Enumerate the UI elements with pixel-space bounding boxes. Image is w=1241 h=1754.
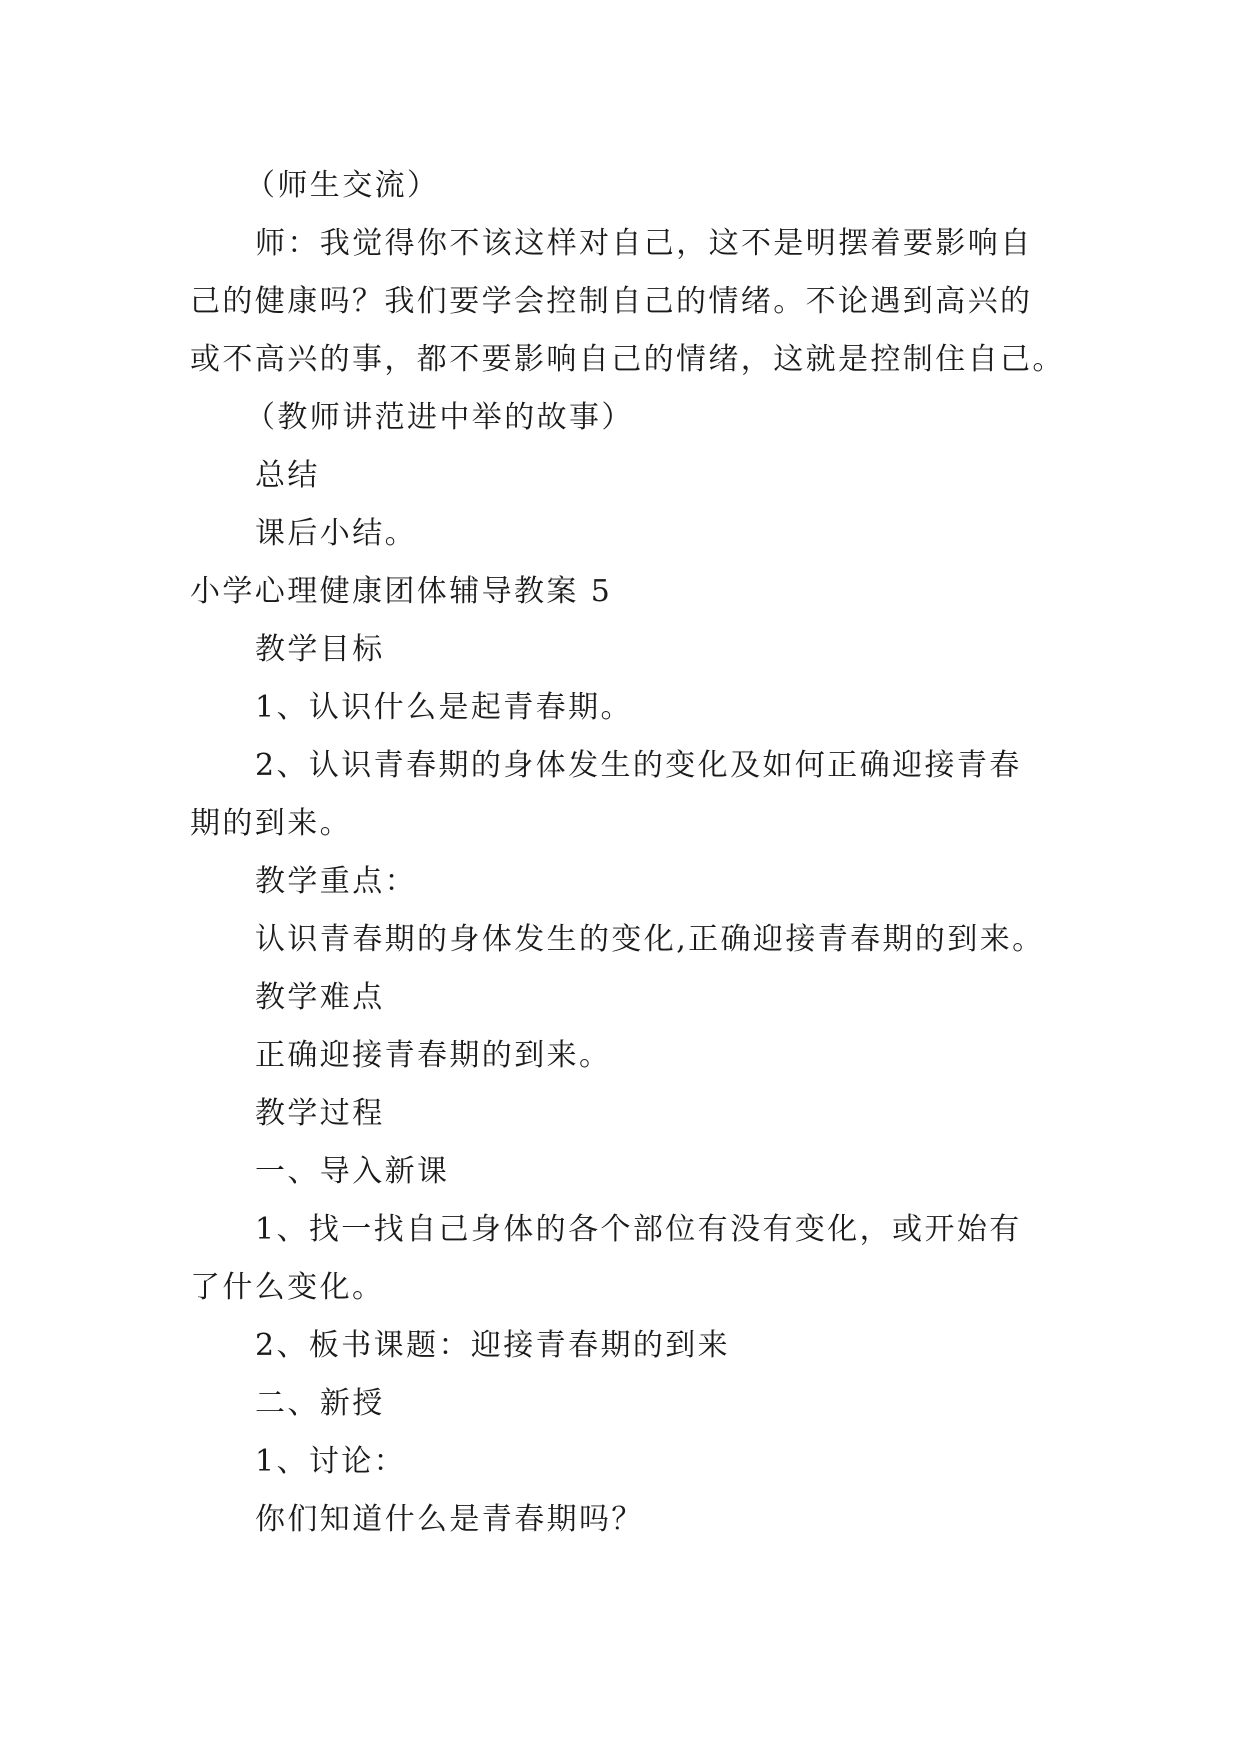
paragraph-line: 教学目标 xyxy=(255,632,385,667)
paragraph-line: 你们知道什么是青春期吗？ xyxy=(255,1502,644,1537)
paragraph-line: 教学难点 xyxy=(255,980,385,1015)
section-heading: 小学心理健康团体辅导教案 5 xyxy=(190,574,613,609)
paragraph-line: 1、认识什么是起青春期。 xyxy=(255,690,633,725)
paragraph-line: 正确迎接青春期的到来。 xyxy=(255,1038,612,1073)
paragraph-line: 期的到来。 xyxy=(190,806,352,841)
paragraph-line: 1、找一找自己身体的各个部位有没有变化，或开始有 xyxy=(255,1212,1022,1247)
paragraph-line: 总结 xyxy=(255,458,320,493)
paragraph-line: 教学过程 xyxy=(255,1096,385,1131)
paragraph-line: （教师讲范进中举的故事） xyxy=(245,400,634,435)
paragraph-line: 2、板书课题：迎接青春期的到来 xyxy=(255,1328,731,1363)
paragraph-line: 师：我觉得你不该这样对自己，这不是明摆着要影响自 xyxy=(255,226,1033,261)
paragraph-line: 认识青春期的身体发生的变化,正确迎接青春期的到来。 xyxy=(255,922,1045,957)
paragraph-line: 己的健康吗？我们要学会控制自己的情绪。不论遇到高兴的 xyxy=(190,284,1033,319)
paragraph-line: 或不高兴的事，都不要影响自己的情绪，这就是控制住自己。 xyxy=(190,342,1065,377)
paragraph-line: 一、导入新课 xyxy=(255,1154,450,1189)
paragraph-line: 课后小结。 xyxy=(255,516,417,551)
paragraph-line: 1、讨论： xyxy=(255,1444,407,1479)
paragraph-line: 教学重点： xyxy=(255,864,417,899)
paragraph-line: 2、认识青春期的身体发生的变化及如何正确迎接青春 xyxy=(255,748,1022,783)
paragraph-line: （师生交流） xyxy=(245,168,440,203)
paragraph-line: 了什么变化。 xyxy=(190,1270,385,1305)
paragraph-line: 二、新授 xyxy=(255,1386,385,1421)
